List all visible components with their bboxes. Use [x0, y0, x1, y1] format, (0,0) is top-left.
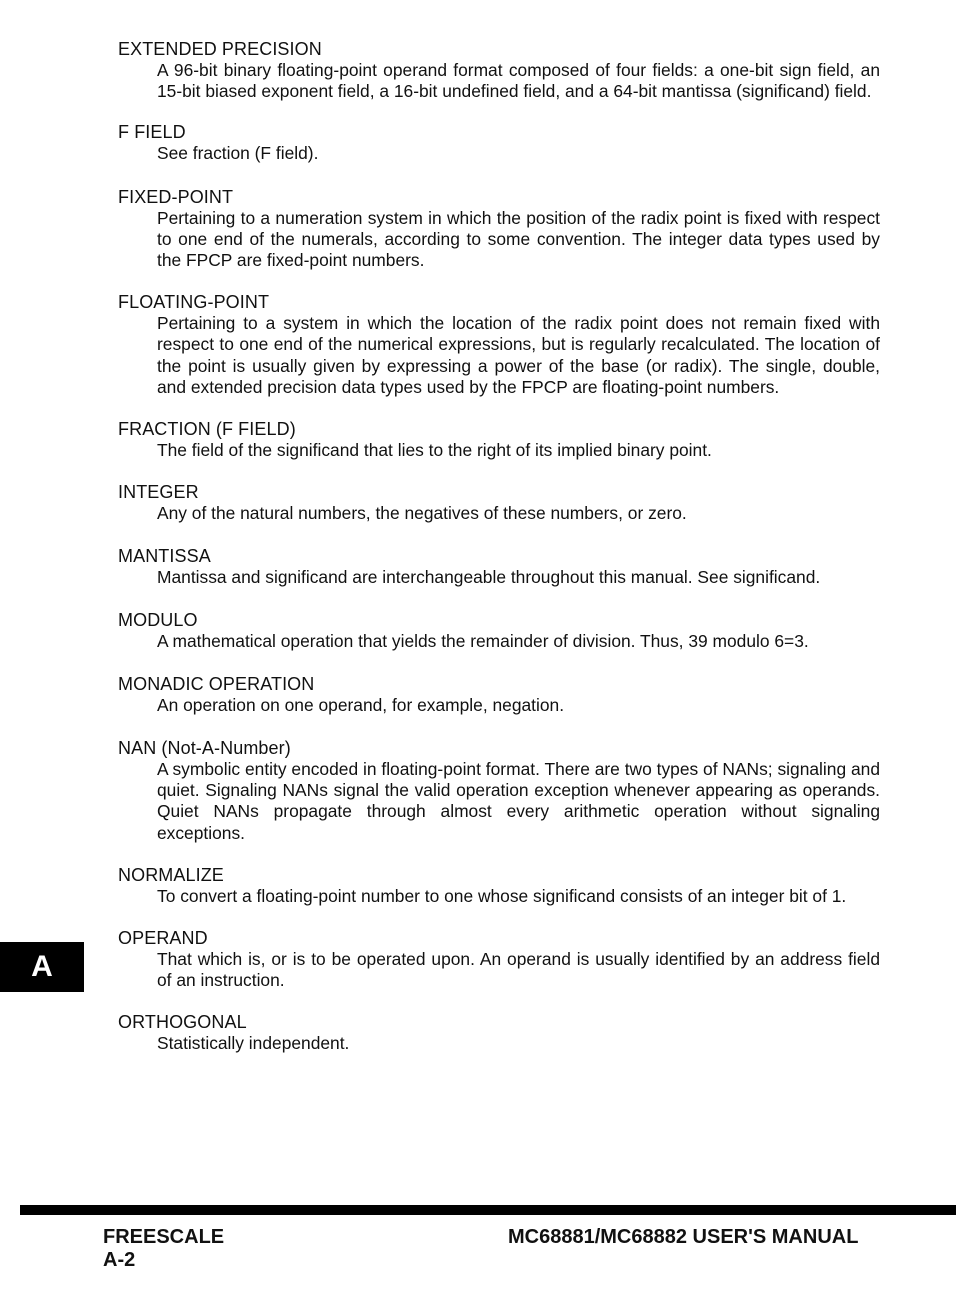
glossary-term: ORTHOGONAL — [118, 1012, 247, 1033]
glossary-definition: Any of the natural numbers, the negatives of these numbers, or zero. — [157, 503, 687, 524]
glossary-entry-fraction — [118, 418, 880, 461]
glossary-entry-extended-precision — [118, 38, 880, 102]
page-number: A-2 — [103, 1249, 136, 1271]
manual-title: MC68881/MC68882 USER'S MANUAL — [508, 1226, 859, 1248]
glossary-entry-integer — [118, 481, 880, 524]
glossary-term: FLOATING-POINT — [118, 292, 270, 313]
glossary-definition: See fraction (F field). — [157, 143, 319, 164]
glossary-list — [118, 38, 880, 1055]
glossary-term: FRACTION (F FIELD) — [118, 419, 296, 440]
glossary-term: EXTENDED PRECISION — [118, 39, 322, 59]
glossary-entry-monadic-operation — [118, 673, 880, 716]
glossary-definition: Statistically independent. — [157, 1033, 350, 1054]
glossary-entry-floating-point — [118, 291, 880, 398]
glossary-definition: A 96-bit binary floating-point operand format composed of four fields: a one-bit sign field, an 15-bit biased exponent field, a 16-bit undefined field, and a 64-bit mantissa (significand) field. — [157, 60, 880, 102]
appendix-tab: A — [0, 942, 84, 992]
glossary-term: NAN (Not-A-Number) — [118, 738, 291, 759]
glossary-entry-normalize — [118, 864, 880, 907]
glossary-definition: To convert a floating-point number to one whose significand consists of an integer bit of 1. — [157, 885, 847, 906]
glossary-term: OPERAND — [118, 928, 208, 949]
glossary-definition: That which is, or is to be operated upon. An operand is usually identified by an address field of an instruction. — [157, 949, 880, 991]
footer-rule — [20, 1205, 956, 1215]
glossary-definition: Mantissa and significand are interchangeable throughout this manual. See significand. — [157, 567, 821, 588]
glossary-entry-modulo — [118, 609, 880, 652]
glossary-definition: A mathematical operation that yields the remainder of division. Thus, 39 modulo 6=3. — [157, 630, 809, 651]
glossary-definition: An operation on one operand, for example, negation. — [157, 694, 565, 715]
glossary-term: MONADIC OPERATION — [118, 673, 315, 694]
glossary-definition: Pertaining to a numeration system in which the position of the radix point is fixed with respect to one end of the numerals, according to some convention. The integer data types used by the FPCP are fixed-point numbers. — [157, 207, 880, 271]
glossary-term: NORMALIZE — [118, 864, 224, 885]
glossary-term: F FIELD — [118, 122, 186, 143]
glossary-definition: A symbolic entity encoded in floating-point format. There are two types of NANs; signaling and quiet. Signaling NANs signal the valid operation exception whenever appearing as operands. Quiet NANs propagate through almost every arithmetic operation without signaling exceptions. — [157, 759, 880, 843]
glossary-entry-nan — [118, 737, 880, 844]
footer-brand: FREESCALE — [103, 1226, 225, 1248]
glossary-definition: Pertaining to a system in which the location of the radix point does not remain fixed with respect to one end of the numerical expressions, but is regularly recalculated. The location of the point is usually given by expressing a power of the base (or radix). The single, double, and extended precision data types used by the FPCP are floating-point numbers. — [157, 313, 880, 397]
glossary-entry-f-field — [118, 121, 880, 164]
glossary-entry-operand — [118, 927, 880, 991]
glossary-entry-fixed-point — [118, 186, 880, 272]
glossary-entry-mantissa — [118, 545, 880, 588]
glossary-definition: The field of the significand that lies to the right of its implied binary point. — [157, 440, 712, 461]
glossary-term: MANTISSA — [118, 546, 211, 567]
glossary-term: INTEGER — [118, 482, 199, 503]
glossary-term: MODULO — [118, 609, 198, 630]
glossary-term: FIXED-POINT — [118, 186, 234, 207]
glossary-entry-orthogonal — [118, 1011, 880, 1054]
